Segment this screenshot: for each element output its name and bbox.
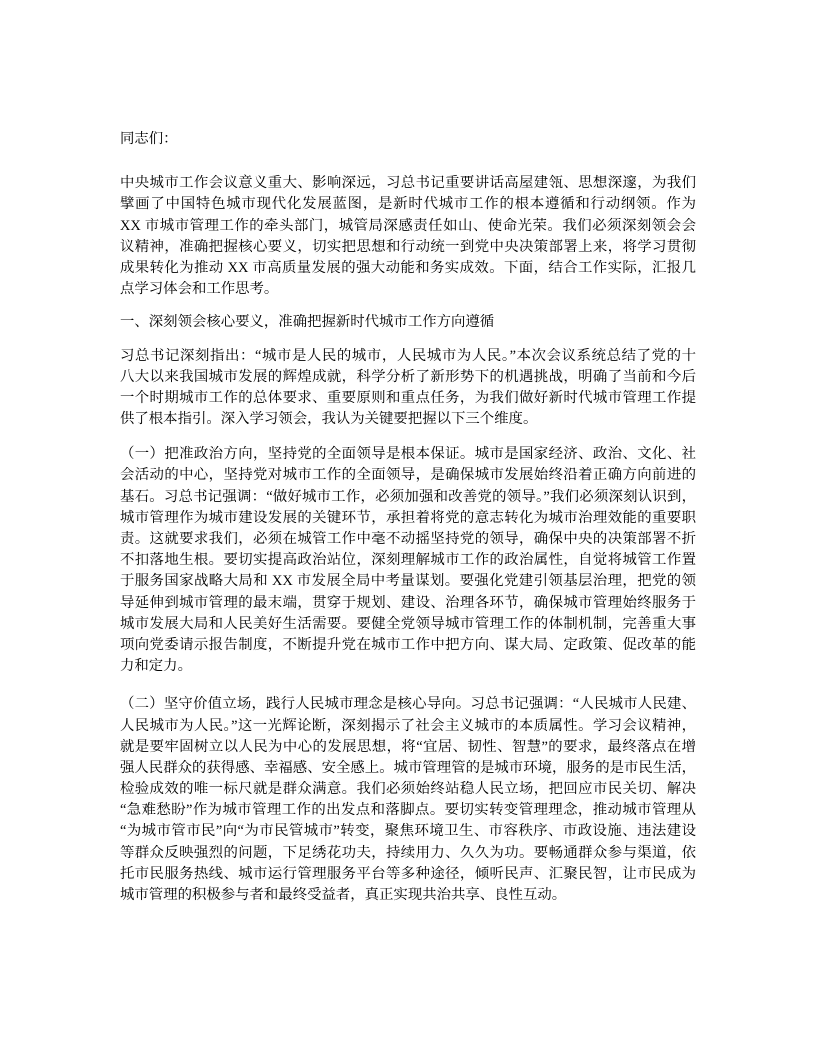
text-line: 城市管理的积极参与者和最终受益者，真正实现共治共享、良性互动。: [120, 887, 567, 903]
text-line: 会活动的中心，坚持党对城市工作的全面领导，是确保城市发展始终沿着正确方向前进的: [120, 467, 696, 484]
text-line: 检验成效的唯一标尺就是群众满意。我们必须始终站稳人民立场，把回应市民关切、解决: [120, 781, 696, 798]
greeting: 同志们：: [120, 131, 178, 147]
text-line: 托市民服务热线、城市运行管理服务平台等多种途径，倾听民声、汇聚民智，让市民成为: [120, 865, 696, 882]
text-line: （一）把准政治方向，坚持党的全面领导是根本保证。城市是国家经济、政治、文化、社: [120, 446, 696, 463]
text-line: 力和定力。: [120, 658, 192, 675]
text-line: 强人民群众的获得感、幸福感、安全感上。城市管理管的是城市环境，服务的是市民生活，: [120, 759, 696, 776]
text-line: 中央城市工作会议意义重大、影响深远，习总书记重要讲话高屋建瓴、思想深邃，为我们: [120, 175, 696, 192]
text-line: XX 市城市管理工作的牵头部门，城管局深感责任如山、使命光荣。我们必须深刻领会会: [120, 217, 696, 234]
body-paragraph: [120, 694, 696, 906]
text-line: 八大以来我国城市发展的辉煌成就，科学分析了新形势下的机遇挑战，明确了当前和今后: [120, 368, 696, 385]
intro-paragraph: [120, 173, 696, 300]
section-1: [120, 312, 696, 906]
text-line: 议精神，准确把握核心要义，切实把思想和行动统一到党中央决策部署上来，将学习贯彻: [120, 238, 696, 255]
text-line: 不扣落地生根。要切实提高政治站位，深刻理解城市工作的政治属性，自觉将城管工作置: [120, 552, 696, 569]
text-line: （二）坚守价值立场，践行人民城市理念是核心导向。习总书记强调：“人民城市人民建、: [120, 696, 696, 713]
text-line: 城市管理作为城市建设发展的关键环节，承担着将党的意志转化为城市治理效能的重要职: [120, 509, 696, 526]
text-line: 就是要牢固树立以人民为中心的发展思想，将“宜居、韧性、智慧”的要求，最终落点在增: [120, 738, 696, 755]
text-line: 基石。习总书记强调：“做好城市工作，必须加强和改善党的领导。”我们必须深刻认识到，: [120, 488, 696, 505]
text-line: 供了根本指引。深入学习领会，我认为关键要把握以下三个维度。: [120, 411, 538, 428]
text-line: 一个时期城市工作的总体要求、重要原则和重点任务，为我们做好新时代城市管理工作提: [120, 389, 696, 406]
text-line: 人民城市为人民。”这一光辉论断，深刻揭示了社会主义城市的本质属性。学习会议精神，: [120, 717, 696, 734]
text-line: “急难愁盼”作为城市管理工作的出发点和落脚点。要切实转变管理理念，推动城市管理从: [120, 802, 696, 819]
text-line: 成果转化为推动 XX 市高质量发展的强大动能和务实成效。下面，结合工作实际，汇报几: [120, 259, 696, 276]
text-line: “为城市管市民”向“为市民管城市”转变，聚焦环境卫生、市容秩序、市政设施、违法建设: [120, 823, 696, 840]
text-line: 导延伸到城市管理的最末端，贯穿于规划、建设、治理各环节，确保城市管理始终服务于: [120, 594, 696, 611]
text-line: 于服务国家战略大局和 XX 市发展全局中考量谋划。要强化党建引领基层治理，把党的领: [120, 573, 696, 590]
text-line: 等群众反映强烈的问题，下足绣花功夫，持续用力、久久为功。要畅通群众参与渠道，依: [120, 844, 696, 861]
section-heading: 一、深刻领会核心要义，准确把握新时代城市工作方向遵循: [120, 314, 495, 331]
body-paragraph: [120, 346, 696, 431]
body-paragraph: [120, 444, 696, 677]
text-line: 擘画了中国特色城市现代化发展蓝图，是新时代城市工作的根本遵循和行动纲领。作为: [120, 196, 696, 213]
text-line: 项向党委请示报告制度，不断提升党在城市工作中把方向、谋大局、定政策、促改革的能: [120, 636, 696, 653]
text-line: 责。这就要求我们，必须在城管工作中毫不动摇坚持党的领导，确保中央的决策部署不折: [120, 531, 696, 547]
text-line: 点学习体会和工作思考。: [120, 281, 279, 298]
text-line: 城市发展大局和人民美好生活需要。要健全党领导城市管理工作的体制机制，完善重大事: [120, 615, 696, 632]
document-body: [120, 129, 696, 906]
text-line: 习总书记深刻指出：“城市是人民的城市，人民城市为人民。”本次会议系统总结了党的十: [120, 347, 696, 364]
